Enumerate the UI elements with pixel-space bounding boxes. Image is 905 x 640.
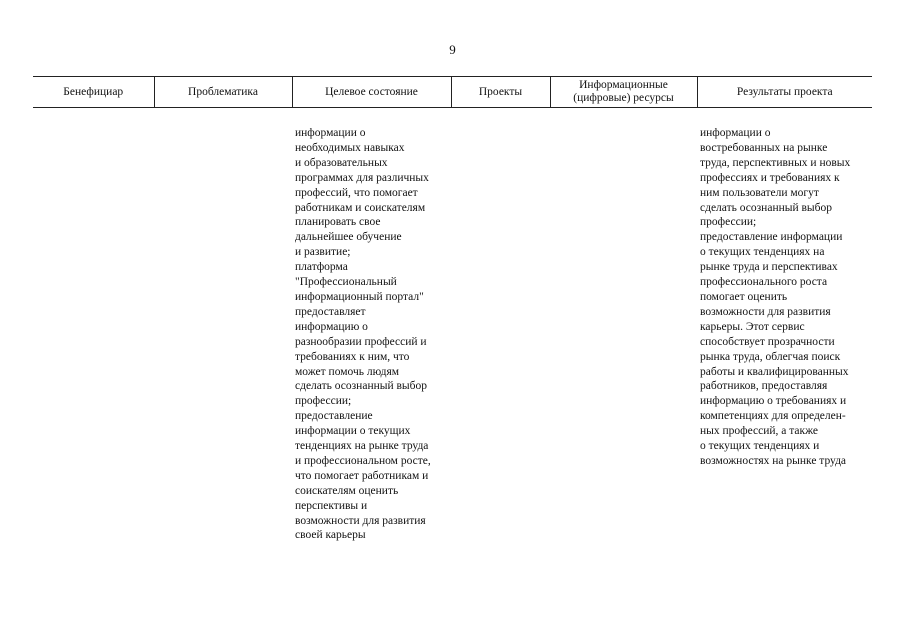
projects-table xyxy=(33,76,872,543)
cell-beneficiary xyxy=(33,108,154,544)
page-number: 9 xyxy=(449,42,456,57)
header-beneficiary: Бенефициар xyxy=(33,77,154,108)
cell-problem xyxy=(154,108,292,544)
cell-beneficiary-text xyxy=(33,108,154,126)
cell-info-resources xyxy=(550,108,697,544)
cell-target-state-text: информации о необходимых навыках и образовательных программах для различных профессий, что помогает работникам и соискателям планировать свое дальнейшее обучение и развитие; платформа "Профессиональный информационный портал" предоставляет информацию о разнообразии профессий и требованиях к ним, что может помочь людям сделать осознанный выбор профессии; предоставление информации о текущих тенденциях на рынке труда и профессиональном росте, что помогает работникам и соискателям оценить перспективы и возможности для развития своей карьеры xyxy=(295,127,431,542)
cell-results xyxy=(697,108,872,544)
cell-info-resources-text xyxy=(550,108,697,126)
cell-problem-text xyxy=(154,108,292,126)
table-header-row xyxy=(33,77,872,108)
table-row xyxy=(33,108,872,544)
header-results: Результаты проекта xyxy=(697,77,872,108)
header-projects: Проекты xyxy=(451,77,550,108)
header-info-resources xyxy=(550,77,697,108)
cell-results-text: информации о востребованных на рынке труда, перспективных и новых профессиях и требованиях к ним пользователи могут сделать осознанный выбор профессии; предоставление информации о текущих тенденциях на рынке труда и перспективах профессионального роста помогает оценить возможности для развития карьеры. Этот сервис способствует прозрачности рынка труда, облегчая поиск работы и квалифицированных работников, предоставляя информацию о требованиях и компетенциях для определен- ных профессий, а также о текущих тенденциях и возможностях на рынке труда xyxy=(700,127,851,467)
header-problem: Проблематика xyxy=(154,77,292,108)
header-target-state: Целевое состояние xyxy=(292,77,451,108)
cell-projects-text xyxy=(451,108,550,126)
header-info-resources-label: Информационные (цифровые) ресурсы xyxy=(573,79,674,104)
document-table xyxy=(33,76,872,543)
cell-target-state xyxy=(292,108,451,544)
cell-projects xyxy=(451,108,550,544)
